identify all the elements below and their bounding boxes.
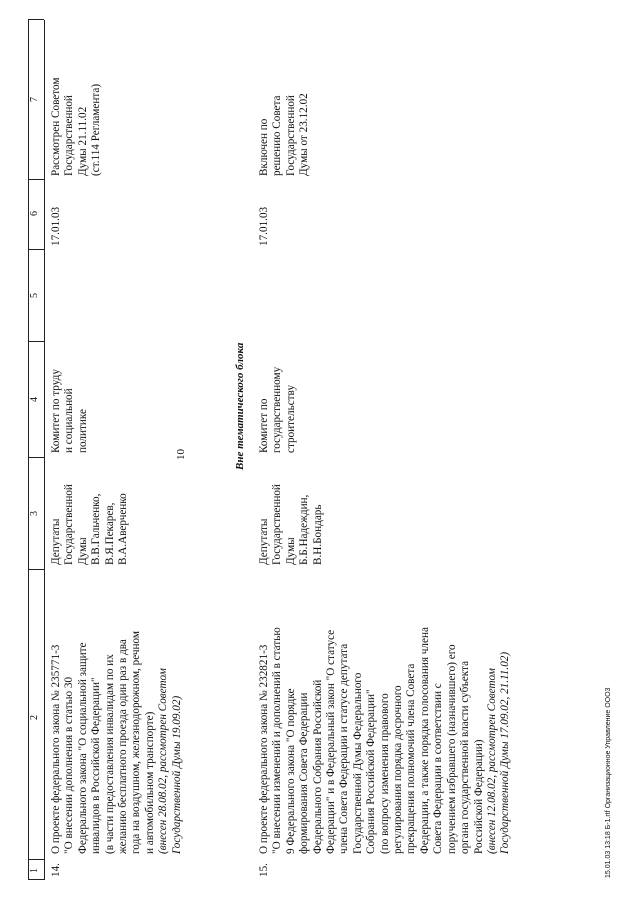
bill-title-line: Государственной Думы Федерального bbox=[351, 672, 364, 854]
author-line: Государственной bbox=[63, 484, 76, 565]
bill-title-line: О проекте федерального закона № 235771-3 bbox=[50, 644, 62, 854]
bill-title-line: Федерации, а также порядка голосования члена bbox=[418, 627, 431, 854]
bill-title-line: регулирования порядка досрочного bbox=[392, 685, 405, 854]
bill-title-line: Федерального Собрания Российской bbox=[311, 679, 324, 854]
bill-title-line: Федерального закона "О социальной защите bbox=[76, 642, 89, 854]
committee-line: и социальной bbox=[63, 388, 76, 453]
author-line: Государственной bbox=[271, 484, 284, 565]
column-number-5: 5 bbox=[29, 293, 40, 298]
bill-title bbox=[258, 570, 513, 854]
bill-note-line: Государственной Думы 19.09.02) bbox=[170, 695, 183, 854]
column-number-2: 2 bbox=[29, 715, 40, 720]
column-divider bbox=[28, 179, 44, 180]
column-number-6: 6 bbox=[29, 211, 40, 216]
column-divider bbox=[28, 569, 44, 570]
column-number-3: 3 bbox=[29, 511, 40, 516]
footer-print-stamp: 15.01.03 13:18 Б-1.rtf Организационное Управление ООО3 bbox=[605, 687, 612, 878]
column-divider bbox=[28, 859, 44, 860]
column-number-1: 1 bbox=[29, 868, 40, 873]
bill-title-line: (в части предоставления инвалидам по их bbox=[103, 654, 116, 854]
bill-title-line: прекращения полномочий члена Совета bbox=[405, 663, 418, 854]
consideration-date: 17.01.03 bbox=[258, 206, 270, 246]
status-line: Рассмотрен Советом bbox=[50, 77, 62, 176]
bill-title-line: О проекте федерального закона № 232821-3 bbox=[258, 644, 270, 854]
bill-title-line: (по вопросу изменения правового bbox=[378, 693, 391, 854]
page-number: 10 bbox=[175, 449, 187, 460]
column-number-7: 7 bbox=[29, 97, 40, 102]
status-note bbox=[258, 20, 312, 176]
bill-title-line: Российской Федерации) bbox=[472, 739, 485, 854]
author-line: Б.Б.Надеждин, bbox=[298, 494, 311, 565]
status-line: (ст.114 Регламента) bbox=[90, 83, 103, 176]
bill-title-line: желанию бесплатного проезда один раз в два bbox=[117, 639, 130, 854]
status-line: Государственной bbox=[284, 95, 297, 176]
column-divider bbox=[28, 249, 44, 250]
row-number: 15. bbox=[258, 863, 270, 877]
bill-title bbox=[50, 570, 184, 854]
author-line: В.Н.Бондарь bbox=[311, 504, 324, 565]
status-line: решению Совета bbox=[271, 95, 284, 176]
author-line: Депутаты bbox=[50, 518, 62, 565]
bill-title-line: формирования Совета Федерации bbox=[298, 692, 311, 854]
bill-note-line: (внесен 12.08.02, рассмотрен Советом bbox=[485, 668, 498, 854]
bill-title-line: 9 Федерального закона "О порядке bbox=[284, 688, 297, 854]
author-line: В.А.Аверченко bbox=[117, 493, 130, 565]
committee-line: Комитет по bbox=[258, 398, 270, 453]
committee-line: Комитет по труду bbox=[50, 369, 62, 453]
column-number-4: 4 bbox=[29, 397, 40, 402]
author-line: В.В.Гальченко, bbox=[90, 493, 103, 565]
author-line: Думы bbox=[284, 537, 297, 565]
committee bbox=[258, 343, 298, 453]
section-title: Вне тематического блока bbox=[234, 342, 246, 470]
bill-title-line: года на воздушном, железнодорожном, речном bbox=[130, 631, 143, 854]
column-divider bbox=[28, 457, 44, 458]
consideration-date: 17.01.03 bbox=[50, 206, 62, 246]
bill-title-line: органа государственной власти субъекта bbox=[459, 660, 472, 854]
column-divider bbox=[28, 341, 44, 342]
author-line: Думы bbox=[76, 537, 89, 565]
committee-line: строительству bbox=[284, 384, 297, 453]
bill-title-line: Федерации" и в Федеральный закон "О статусе bbox=[325, 629, 338, 854]
committee-line: политике bbox=[76, 408, 89, 453]
bill-title-line: "О внесении изменений и дополнений в статью bbox=[271, 627, 284, 854]
column-divider bbox=[28, 19, 44, 20]
bill-title-line: и автомобильном транспорте) bbox=[143, 711, 156, 854]
status-line: Думы от 23.12.02 bbox=[298, 93, 311, 176]
table-header-bottom-border bbox=[44, 20, 45, 880]
bill-authors bbox=[50, 459, 130, 565]
status-note bbox=[50, 20, 104, 176]
bill-title-line: Собрания Российской Федерации" bbox=[365, 689, 378, 854]
bill-title-line: Совета Федерации в соответствии с bbox=[432, 683, 445, 854]
committee-line: государственному bbox=[271, 366, 284, 453]
bill-title-line: "О внесении дополнения в статью 30 bbox=[63, 676, 76, 854]
bill-note-line: Государственной Думы 17.09.02, 21.11.02) bbox=[499, 651, 512, 854]
bill-title-line: члена Совета Федерации и статусе депутата bbox=[338, 643, 351, 854]
status-line: Думы 21.11.02 bbox=[76, 106, 89, 176]
table-header-top-border bbox=[28, 20, 29, 880]
row-number: 14. bbox=[50, 863, 62, 877]
bill-title-line: поручением избравшего (назначившего) его bbox=[445, 644, 458, 854]
author-line: Депутаты bbox=[258, 518, 270, 565]
committee bbox=[50, 343, 90, 453]
bill-note-line: (внесен 28.08.02, рассмотрен Советом bbox=[157, 668, 170, 854]
bill-authors bbox=[258, 459, 325, 565]
author-line: В.Я.Пекарев, bbox=[103, 502, 116, 565]
status-line: Государственной bbox=[63, 95, 76, 176]
status-line: Включен по bbox=[258, 118, 270, 176]
bill-title-line: инвалидов в Российской Федерации" bbox=[90, 677, 103, 854]
column-divider bbox=[28, 879, 44, 880]
